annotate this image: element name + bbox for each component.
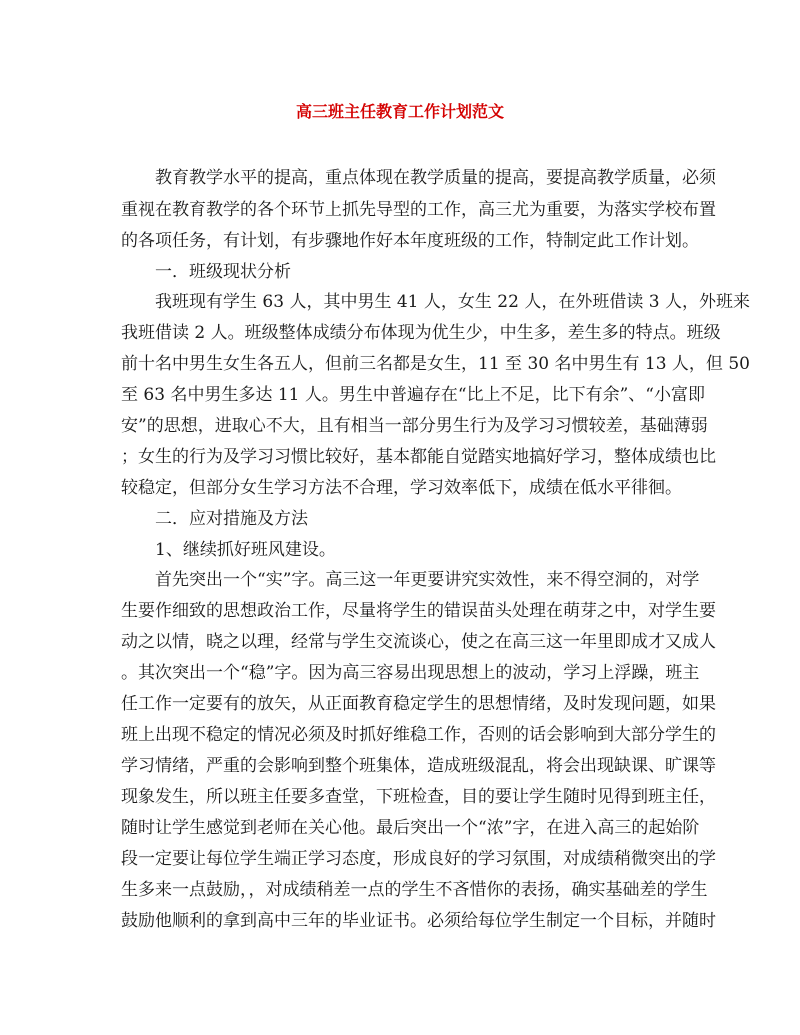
paragraph-measures-line-6: 班上出现不稳定的情况必须及时抓好维稳工作，否则的话会影响到大部分学生的: [121, 725, 716, 745]
document-title: 高三班主任教育工作计划范文: [295, 102, 504, 121]
paragraph-status-line-5: 安”的思想，进取心不大，且有相当一部分男生行为及学习习惯较差，基础薄弱: [121, 416, 708, 436]
paragraph-status-line-1: 我班现有学生 63 人，其中男生 41 人，女生 22 人，在外班借读 3 人，外班来: [155, 292, 750, 312]
paragraph-status-line-6: ；女生的行为及学习习惯比较好，基本都能自觉踏实地搞好学习，整体成绩也比: [121, 447, 716, 467]
paragraph-status-line-3: 前十名中男生女生各五人，但前三名都是女生，11 至 30 名中男生有 13 人，但 50: [121, 354, 750, 374]
paragraph-intro-line-1: 教育教学水平的提高，重点体现在教学质量的提高，要提高教学质量，必须: [155, 168, 716, 188]
paragraph-measures-line-11: 生多来一点鼓励，，对成绩稍差一点的学生不吝惜你的表扬，确实基础差的学生: [121, 880, 708, 900]
paragraph-measures-line-8: 现象发生，所以班主任要多查堂，下班检查，目的要让学生随时见得到班主任，: [121, 787, 716, 807]
paragraph-measures-line-5: 任工作一定要有的放矢，从正面教育稳定学生的思想情绪，及时发现问题，如果: [121, 694, 716, 714]
paragraph-measures-line-7: 学习情绪，严重的会影响到整个班集体，造成班级混乱，将会出现缺课、旷课等: [121, 756, 716, 776]
paragraph-measures-line-3: 动之以情，晓之以理，经常与学生交流谈心，使之在高三这一年里即成才又成人: [121, 632, 716, 652]
paragraph-measures-line-12: 鼓励他顺利的拿到高中三年的毕业证书。必须给每位学生制定一个目标，并随时: [121, 911, 716, 931]
paragraph-measures-line-2: 生要作细致的思想政治工作，尽量将学生的错误苗头处理在萌芽之中，对学生要: [121, 601, 716, 621]
section-heading-2: 二．应对措施及方法: [155, 509, 308, 529]
paragraph-measures-line-10: 段一定要让每位学生端正学习态度，形成良好的学习氛围，对成绩稍微突出的学: [121, 849, 716, 869]
section-heading-1: 一．班级现状分析: [155, 262, 291, 282]
paragraph-status-line-4: 至 63 名中男生多达 11 人。男生中普遍存在“比上不足，比下有余”、“小富即: [121, 385, 705, 405]
paragraph-measures-line-9: 随时让学生感觉到老师在关心他。最后突出一个“浓”字，在进入高三的起始阶: [121, 818, 700, 838]
paragraph-measures-line-4: 。其次突出一个“稳”字。因为高三容易出现思想上的波动，学习上浮躁，班主: [121, 663, 700, 683]
paragraph-intro-line-3: 的各项任务，有计划，有步骤地作好本年度班级的工作，特制定此工作计划。: [121, 231, 699, 251]
paragraph-intro-line-2: 重视在教育教学的各个环节上抓先导型的工作，高三尤为重要，为落实学校布置: [121, 200, 716, 220]
paragraph-status-line-2: 我班借读 2 人。班级整体成绩分布体现为优生少，中生多，差生多的特点。班级: [121, 323, 721, 343]
paragraph-status-line-7: 较稳定，但部分女生学习方法不合理，学习效率低下，成绩在低水平徘徊。: [121, 478, 682, 498]
subsection-heading-1: 1、继续抓好班风建设。: [155, 540, 336, 560]
paragraph-measures-line-1: 首先突出一个“实”字。高三这一年更要讲究实效性，来不得空洞的，对学: [155, 570, 700, 590]
